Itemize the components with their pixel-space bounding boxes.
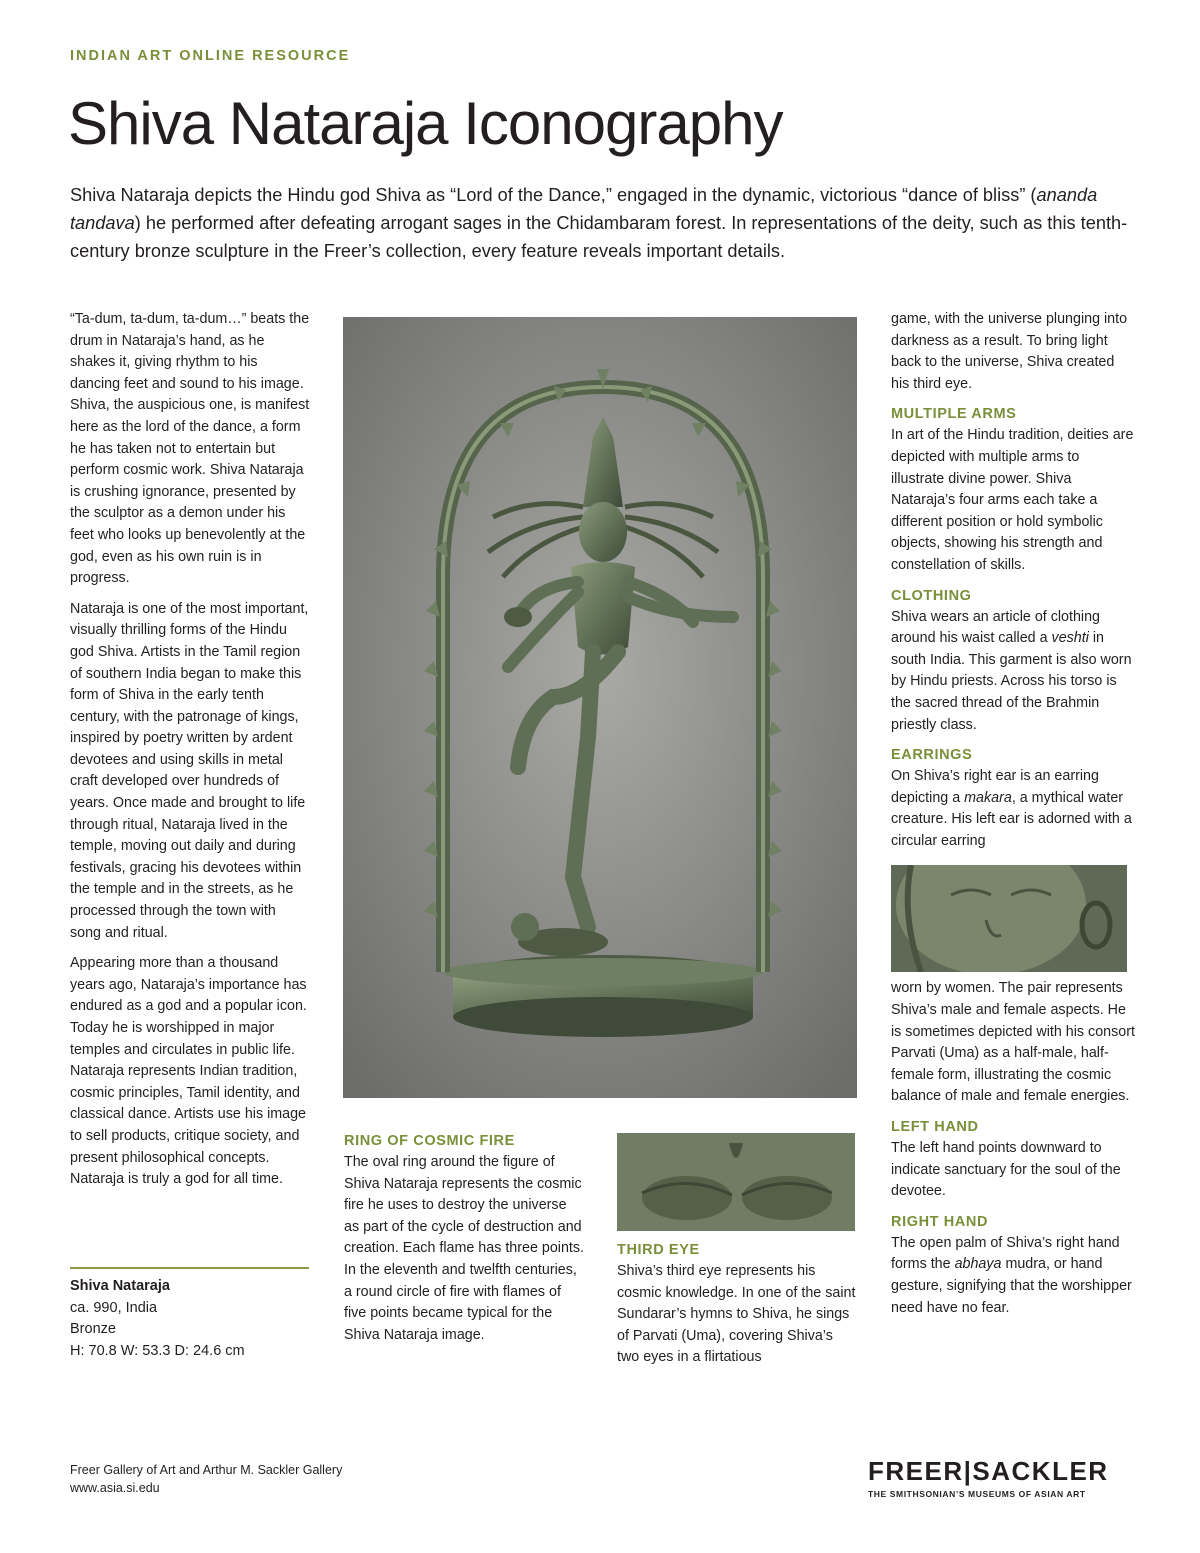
right-column	[891, 309, 1136, 1328]
third-eye-image	[617, 1133, 855, 1231]
left-paragraph-2: Nataraja is one of the most important, visually thrilling forms of the Hindu god Shiva. Artists in the Tamil region of southern India began to make this form of Shiva in the early tenth century, with the patronage of kings, inspired by poetry written by ardent devotees and using skills in metal craft developed over hundreds of years. Once made and brought to life through ritual, Nataraja lived in the temple, moving out daily and during festivals, gracing his devotees within the temple and in the streets, as he processed through the town with song and ritual.	[70, 600, 309, 941]
earrings-continuation: worn by women. The pair represents Shiva’s male and female aspects. He is sometimes depicted with his consort Parvati (Uma) as a half-male, half-female form, illustrating the cosmic balance of male and female energies.	[891, 980, 1135, 1105]
footer-website[interactable]: www.asia.si.edu	[70, 1481, 160, 1495]
artwork-date: ca. 990, India	[70, 1299, 158, 1316]
right-hand-body: The open palm of Shiva’s right hand forms the abhaya mudra, or hand gesture, signifying that the worshipper need have no fear.	[891, 1234, 1132, 1316]
earrings-body: On Shiva’s right ear is an earring depicting a makara, a mythical water creature. His left ear is adorned with a circular earring	[891, 768, 1132, 849]
arms-heading: MULTIPLE ARMS	[891, 406, 1017, 423]
footer-gallery-name: Freer Gallery of Art and Arthur M. Sackler Gallery	[70, 1463, 343, 1477]
left-paragraph-3: Appearing more than a thousand years ago, Nataraja’s importance has endured as a god and a popular icon. Today he is worshipped in major temples and circulates in public life. Nataraja represents Indian tradition, cosmic principles, Tamil identity, and classical dance. Artists use his image to sell products, critique society, and present philosophical concepts. Nataraja is truly a god for all time.	[70, 955, 307, 1188]
caption-divider	[70, 1267, 309, 1269]
third-eye-body: Shiva’s third eye represents his cosmic knowledge. In one of the saint Sundarar’s hymns to Shiva, he sings of Parvati (Uma), covering Shiva’s two eyes in a flirtatious	[617, 1263, 856, 1366]
artwork-caption	[70, 1276, 310, 1362]
third-eye-photo	[617, 1133, 855, 1231]
third-eye-section	[617, 1236, 857, 1378]
footer	[70, 1461, 342, 1497]
left-hand-body: The left hand points downward to indicate sanctuary for the soul of the devotee.	[891, 1140, 1121, 1200]
ring-of-cosmic-fire-section	[344, 1127, 584, 1355]
page-title: Shiva Nataraja Iconography	[68, 90, 783, 157]
left-column	[70, 309, 310, 1200]
freer-sackler-logo	[868, 1456, 1132, 1499]
third-eye-continuation: game, with the universe plunging into darkness as a result. To bring light back to the universe, Shiva created his third eye.	[891, 311, 1128, 392]
clothing-heading: CLOTHING	[891, 587, 972, 604]
left-hand-heading: LEFT HAND	[891, 1119, 979, 1136]
clothing-body: Shiva wears an article of clothing around his waist called a veshti in south India. This garment is also worn by Hindu priests. Across his torso is the sacred thread of the Brahmin priestly class.	[891, 608, 1132, 733]
third-eye-heading: THIRD EYE	[617, 1242, 700, 1258]
logo-tagline: THE SMITHSONIAN’S MUSEUMS OF ASIAN ART	[868, 1489, 1086, 1499]
earring-image	[891, 865, 1127, 972]
intro-paragraph: Shiva Nataraja depicts the Hindu god Shiva as “Lord of the Dance,” engaged in the dynamic, victorious “dance of bliss” (ananda tandava) he performed after defeating arrogant sages in the Chidambaram forest. In representations of the deity, such as this tenth-century bronze sculpture in the Freer’s collection, every feature reveals important details.	[70, 185, 1128, 261]
left-paragraph-1: “Ta-dum, ta-dum, ta-dum…” beats the drum in Nataraja’s hand, as he shakes it, giving rhythm to his dancing feet and sound to his image. Shiva, the auspicious one, is manifest here as the lord of the dance, a form he has taken not to entertain but perform cosmic work. Shiva Nataraja is crushing ignorance, presented by the sculptor as a demon under his feet who looks up benevolently at the god, even as his own ruin is in progress.	[70, 311, 310, 587]
nataraja-image	[343, 317, 857, 1098]
resource-kicker: INDIAN ART ONLINE RESOURCE	[70, 48, 351, 64]
arms-body: In art of the Hindu tradition, deities are depicted with multiple arms to illustrate divine power. Shiva Nataraja’s four arms each take a different position or hold symbolic objects, showing his strength and constellation of skills.	[891, 427, 1134, 573]
nataraja-photo	[343, 317, 857, 1098]
artwork-dimensions: H: 70.8 W: 53.3 D: 24.6 cm	[70, 1342, 245, 1359]
earring-photo	[891, 865, 1127, 972]
logo-wordmark: FREER|SACKLER	[868, 1456, 1109, 1486]
right-hand-heading: RIGHT HAND	[891, 1213, 989, 1230]
ring-body: The oval ring around the figure of Shiva Nataraja represents the cosmic fire he uses to destroy the universe as part of the cycle of destruction and creation. Each flame has three points. In the eleventh and twelfth centuries, a round circle of fire with flames of five points became typical for the Shiva Nataraja image.	[344, 1154, 585, 1343]
artwork-title: Shiva Nataraja	[70, 1278, 170, 1294]
artwork-medium: Bronze	[70, 1321, 116, 1338]
earrings-heading: EARRINGS	[891, 747, 973, 764]
ring-heading: RING OF COSMIC FIRE	[344, 1133, 515, 1149]
